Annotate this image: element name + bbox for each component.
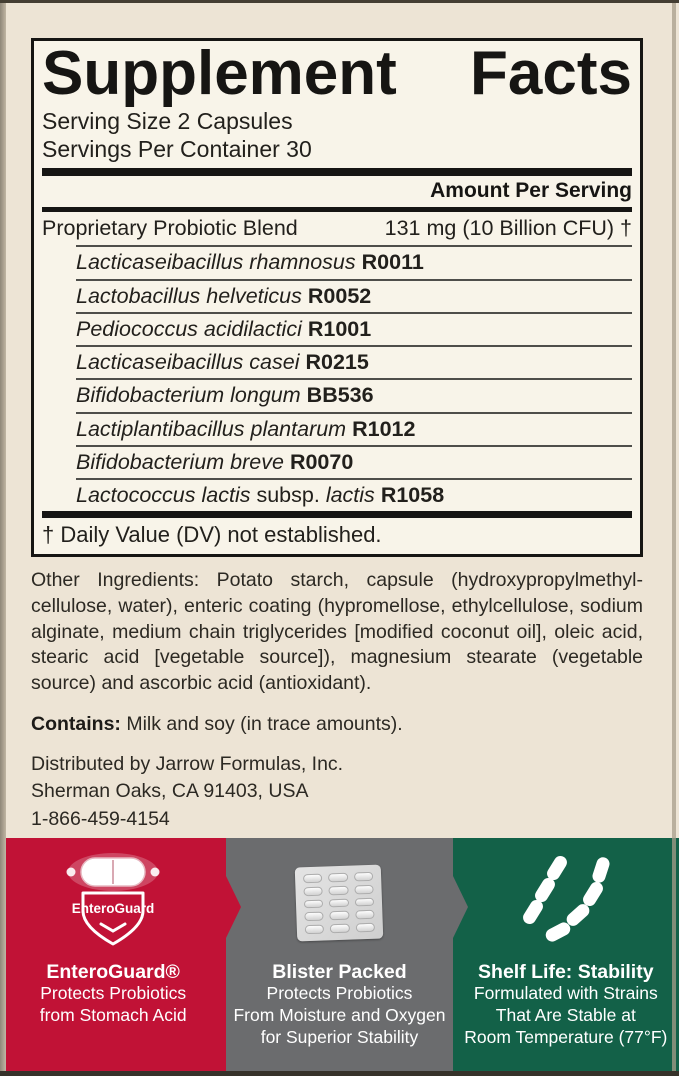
panel-edge-bottom [0,1071,679,1076]
strain-row [76,312,632,345]
contains-label: Contains: [31,712,121,735]
strain-row [76,245,632,278]
strain-species: Bifidobacterium longum [76,383,301,408]
contains-text: Milk and soy (in trace amounts). [126,712,403,735]
strain-subspecies: lactis [325,483,375,508]
amount-per-serving-label: Amount Per Serving [430,178,632,202]
strain-species: Lacticaseibacillus rhamnosus [76,250,356,275]
feature-title: EnteroGuard® [46,961,180,983]
blend-amount: 131 mg (10 Billion CFU) † [384,215,632,240]
bacteria-strains-icon [511,850,621,956]
strain-row [76,478,632,511]
feature-line: for Superior Stability [260,1026,419,1047]
contains-statement [31,713,643,736]
strain-row [76,279,632,312]
feature-line: Room Temperature (77°F) [464,1026,668,1047]
distributor-line: Sherman Oaks, CA 91403, USA [31,780,309,803]
strain-subsp-label: subsp. [256,483,320,508]
panel-edge-left [0,0,6,1076]
strain-code: R0215 [305,350,369,375]
blister-pack-graphic [295,865,384,942]
daily-value-footnote: † Daily Value (DV) not established. [42,522,382,548]
feature-line: That Are Stable at [495,1005,636,1026]
distributor-info [31,751,643,833]
supplement-facts-panel [31,38,643,557]
feature-line: Formulated with Strains [473,983,658,1004]
feature-blister-packed [226,838,452,1076]
label-content [31,38,643,900]
strain-code: R0070 [289,449,354,474]
enteroguard-badge-text: EnteroGuard [71,901,155,916]
strain-code: R1012 [352,416,416,441]
blend-name: Proprietary Probiotic Blend [42,215,298,240]
servings-per-container: Servings Per Container 30 [42,135,312,162]
distributor-phone: 1-866-459-4154 [31,807,170,830]
feature-line: Protects Probiotics [40,983,187,1004]
strain-species: Pediococcus acidilactici [76,316,302,341]
enteroguard-capsule-shield-icon [51,850,175,956]
blister-pack-icon [296,850,382,956]
feature-line: Protects Probiotics [266,983,413,1004]
strain-row [76,378,632,411]
strain-species: Lactococcus lactis [76,483,251,508]
feature-strip [0,838,679,1076]
strain-row [76,412,632,445]
feature-line: From Moisture and Oxygen [233,1005,446,1026]
divider-thick [42,168,632,176]
proprietary-blend-row [42,212,632,246]
panel-edge-right [672,0,676,1076]
strain-code: R1058 [380,483,445,508]
strain-species: Lactobacillus helveticus [76,283,302,308]
strain-code: BB536 [306,383,374,408]
strain-row [76,445,632,478]
feature-line: from Stomach Acid [39,1005,187,1026]
feature-title: Shelf Life: Stability [478,961,654,983]
feature-shelf-life [453,838,679,1076]
strain-code: R0052 [307,283,372,308]
serving-size: Serving Size 2 Capsules [42,107,293,134]
strain-species: Lacticaseibacillus casei [76,350,300,375]
panel-edge-top [0,0,679,3]
supplement-facts-title: Supplement Facts [42,39,632,108]
other-ingredients: Other Ingredients: Potato starch, capsule (hydroxypropylmethyl-cellulose, water), enteric coating (hypromellose, ethylcellulose, sodium alginate, medium chain triglycerides [modified coconut oil], oleic acid, stearic acid [vegetable source]), magnesium stearate (vegetable source) and ascorbic acid (antioxidant). [31,569,643,695]
divider-thick [42,511,632,518]
strain-code: R0011 [361,250,424,275]
strain-list [76,245,632,511]
distributor-line: Distributed by Jarrow Formulas, Inc. [31,752,344,775]
strain-row [76,345,632,378]
feature-title: Blister Packed [272,961,407,983]
strain-species: Lactiplantibacillus plantarum [76,416,347,441]
strain-code: R1001 [307,316,372,341]
feature-enteroguard [0,838,226,1076]
strain-species: Bifidobacterium breve [76,449,284,474]
